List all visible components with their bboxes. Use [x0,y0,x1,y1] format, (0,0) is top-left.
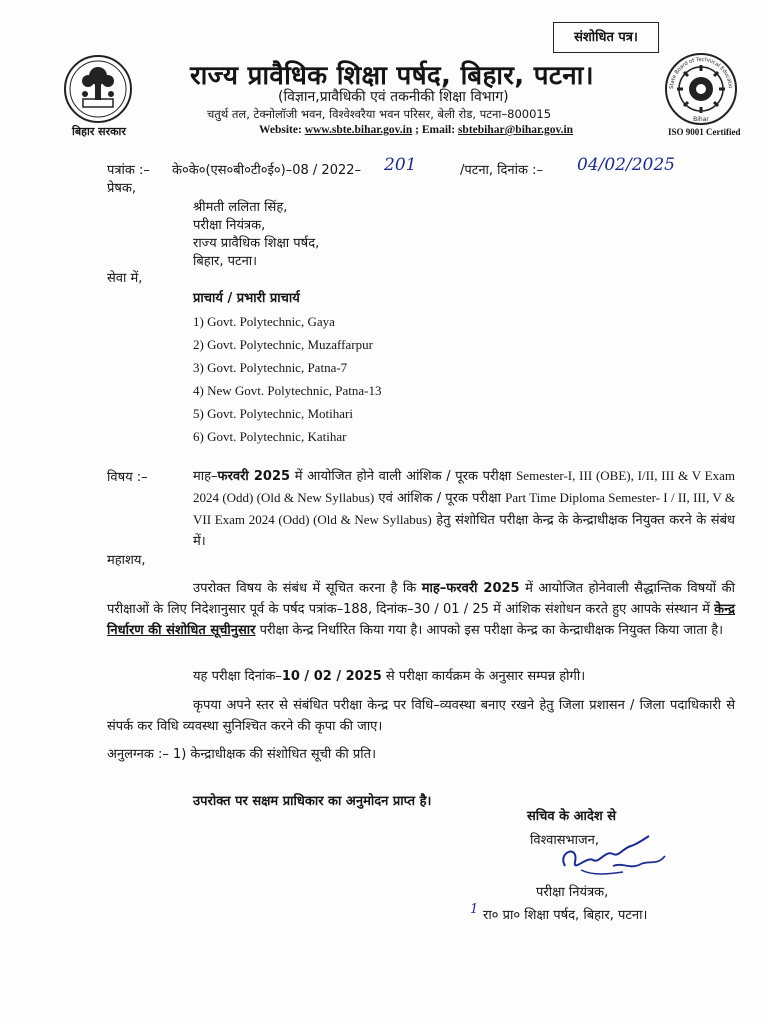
body-paragraph-1: उपरोक्त विषय के संबंध में सूचित करना है कि माह–फरवरी 2025 में आयोजित होनेवाली सैद्धान्तिक विषयों की परीक्षाओं के लिए निदेशानुसार पूर्व के पर्षद पत्रांक–188, दिनांक–30 / 01 / 25 में आंशिक संशोधन करते हुए आपके संस्थान में केन्द्र निर्धारण की संशोधित सूचीनुसार परीक्षा केन्द्र निर्धारित किया गया है। आपको इस परीक्षा केन्द्र का केन्द्राधीक्षक नियुक्त किया जाता है। [107,581,735,638]
list-item: 2) Govt. Polytechnic, Muzaffarpur [193,337,373,352]
handwritten-ref-number: 201 [384,155,417,175]
list-item: 6) Govt. Polytechnic, Katihar [193,429,347,444]
enclosure: अनुलग्नक :– 1) केन्द्राधीक्षक की संशोधित सूची की प्रति। [107,747,377,762]
svg-text:State Board of Technical Educa: State Board of Technical Educatio [668,56,734,90]
email-label: ; Email: [412,124,458,136]
list-item: 3) Govt. Polytechnic, Patna-7 [193,360,348,375]
handwritten-initial: 1 [470,902,479,917]
salutation: महाशय, [107,553,146,568]
bihar-sarkar-label: बिहार सरकार [72,125,126,138]
by-order-of-secretary: सचिव के आदेश से [527,809,617,824]
body-paragraph-2: यह परीक्षा दिनांक–10 / 02 / 2025 से परीक्षा कार्यक्रम के अनुसार सम्पन्न होगी। [193,669,586,684]
ref-label: पत्रांक :– [107,163,150,178]
list-item: 4) New Govt. Polytechnic, Patna-13 [193,383,382,398]
bihar-govt-emblem-icon [63,54,133,124]
body-paragraph-3: कृपया अपने स्तर से संबंधित परीक्षा केन्द्र पर विधि–व्यवस्था बनाए रखने हेतु जिला प्रशासन / जिला पदाधिकारी से संपर्क कर विधि व्यवस्था सुनिश्चित करने की कृपा की जाए। [107,698,735,734]
email-link[interactable]: sbtebihar@bihar.gov.in [457,124,574,136]
org-title: राज्य प्रावैधिक शिक्षा पर्षद, बिहार, पटना। [190,61,594,91]
sbte-logo-icon [664,52,738,126]
sender-line: राज्य प्रावैधिक शिक्षा पर्षद, [193,236,320,251]
sender-line: बिहार, पटना। [193,254,258,269]
ref-number: के०के०(एस०बी०टी०ई०)–08 / 2022– [172,163,362,178]
org-address: चतुर्थ तल, टेक्नोलॉजी भवन, विश्वेश्वरैया भवन परिसर, बेली रोड, पटना–800015 [207,107,552,121]
website-link[interactable]: www.sbte.bihar.gov.in [304,124,413,136]
handwritten-signature-icon [553,826,683,886]
sender-line: परीक्षा नियंत्रक, [193,218,266,233]
sender-line: श्रीमती ललिता सिंह, [193,200,288,215]
recipient-label: सेवा में, [107,271,143,286]
approval-note: उपरोक्त पर सक्षम प्राधिकार का अनुमोदन प्राप्त है। [193,794,432,809]
subject-label: विषय :– [107,470,148,485]
recipient-heading: प्राचार्य / प्रभारी प्राचार्य [193,291,300,306]
designation: परीक्षा नियंत्रक, [536,885,609,900]
list-item: 5) Govt. Polytechnic, Motihari [193,406,353,421]
list-item: 1) Govt. Polytechnic, Gaya [193,314,335,329]
website-label: Website: [259,124,305,136]
contact-line [259,124,573,136]
board-name: रा० प्रा० शिक्षा पर्षद, बिहार, पटना। [483,908,648,923]
yours-faithfully: विश्वासभाजन, [530,833,600,848]
subject-text: माह–फरवरी 2025 में आयोजित होने वाली आंशिक / पूरक परीक्षा Semester-I, III (OBE), I/II, III & V Exam 2024 (Odd) (Old & New Syllabus) एवं आंशिक / पूरक परीक्षा Part Time Diploma Semester- I / II, III, V & VII Exam 2024 (Odd) (Old & New Syllabus) हेतु संशोधित परीक्षा केन्द्र के केन्द्राधीक्षक नियुक्त करने के संबंध में। [193,468,736,549]
revised-letter-stamp: संशोधित पत्र। [553,22,659,53]
iso-certification: ISO 9001 Certified [668,127,741,137]
place-date-label: /पटना, दिनांक :– [460,163,544,178]
department-subtitle: (विज्ञान,प्रावैधिकी एवं तकनीकी शिक्षा विभाग) [278,89,509,105]
sender-label: प्रेषक, [107,181,137,196]
handwritten-date: 04/02/2025 [577,155,675,175]
svg-text:Bihar: Bihar [693,116,709,123]
